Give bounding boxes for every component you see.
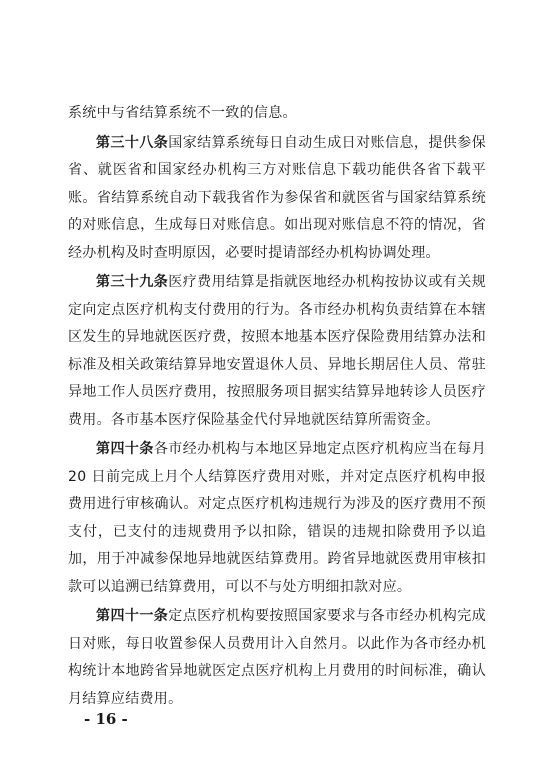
article-heading: 第四十一条 bbox=[96, 608, 169, 624]
article-heading: 第四十条 bbox=[96, 441, 154, 457]
page-number: - 16 - bbox=[84, 710, 128, 728]
paragraph-text: 系统中与省结算系统不一致的信息。 bbox=[68, 105, 297, 121]
document-body bbox=[68, 100, 486, 715]
article-text: 定点医疗机构要按照国家要求与各市经办机构完成日对账，每日收置参保人员费用计入自然月。以此作为各市经办机构统计本地跨省异地就医定点医疗机构上月费用的时间标准，确认月结算应结费用。 bbox=[68, 608, 486, 707]
article-39 bbox=[68, 269, 486, 434]
article-41 bbox=[68, 603, 486, 713]
article-text: 医疗费用结算是指就医地经办机构按协议或有关规定向定点医疗机构支付费用的行为。各市经办机构负责结算在本辖区发生的异地就医医疗费，按照本地基本医疗保险费用结算办法和标准及相关政策结算异地安置退休人员、异地长期居住人员、常驻异地工作人员医疗费用，按照服务项目据实结算异地转诊人员医疗费用。各市基本医疗保险基金代付异地就医结算所需资金。 bbox=[68, 274, 486, 428]
paragraph-continuation bbox=[68, 100, 486, 128]
article-heading: 第三十九条 bbox=[96, 274, 169, 290]
article-text: 各市经办机构与本地区异地定点医疗机构应当在每月 20 日前完成上月个人结算医疗费用对账，并对定点医疗机构申报费用进行审核确认。对定点医疗机构违规行为涉及的医疗费用不预支付，已支付的违规费用予以扣除，错误的违规扣除费用予以追加，用于冲减参保地异地就医结算费用。跨省异地就医费用审核扣款可以追溯已结算费用，可以不与处方明细扣款对应。 bbox=[68, 441, 487, 595]
article-text: 国家结算系统每日自动生成日对账信息，提供参保省、就医省和国家经办机构三方对账信息下载功能供各省下载平账。省结算系统自动下载我省作为参保省和就医省与国家结算系统的对账信息，生成每日对账信息。如出现对账信息不符的情况，省经办机构及时查明原因，必要时提请部经办机构协调处理。 bbox=[68, 134, 486, 261]
article-40 bbox=[68, 436, 486, 601]
article-heading: 第三十八条 bbox=[96, 134, 169, 151]
article-38 bbox=[68, 130, 486, 268]
